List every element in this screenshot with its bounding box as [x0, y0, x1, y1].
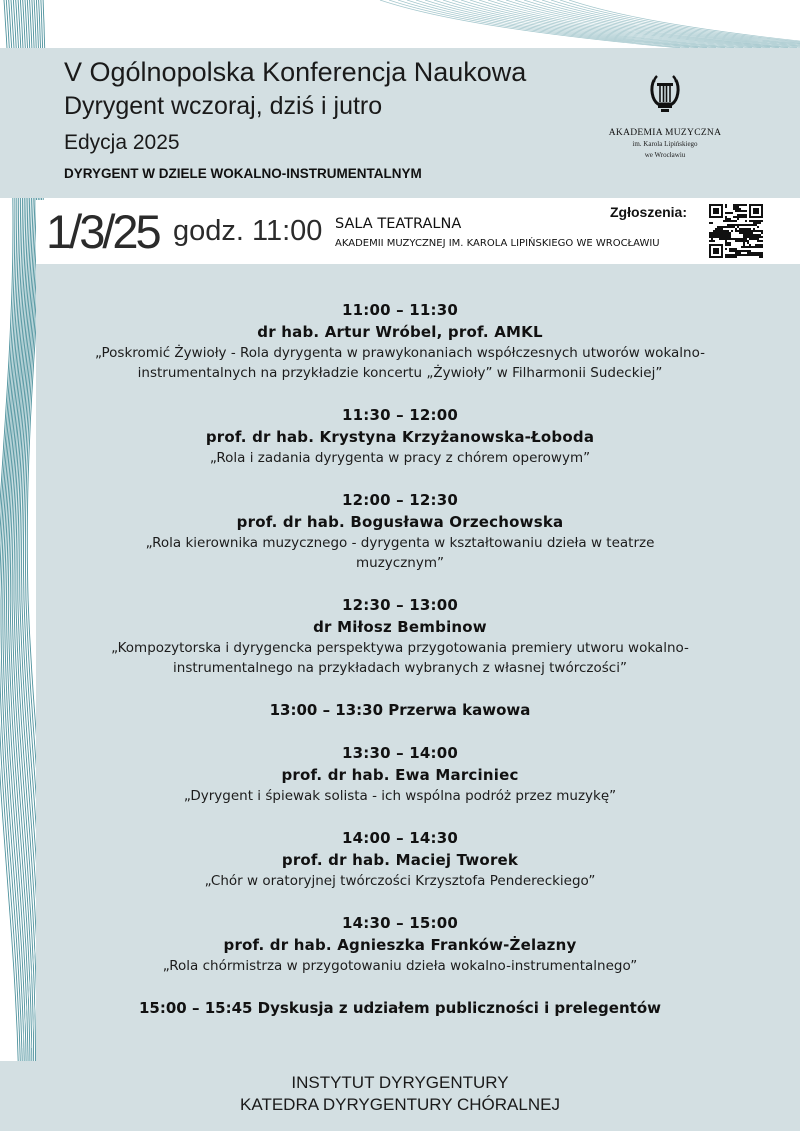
program-slot-discussion	[36, 997, 764, 1019]
program-slot	[36, 827, 764, 891]
venue-hall: SALA TEATRALNA	[335, 216, 462, 232]
discussion: 15:00 – 15:45 Dyskusja z udziałem publiczności i prelegentów	[139, 999, 661, 1017]
slot-talk-title: „Kompozytorska i dyrygencka perspektywa przygotowania premiery utworu wokalno-instrumentalnego na przykładach wybranych z własnej twórczości”	[111, 640, 689, 676]
footer-institute: INSTYTUT DYRYGENTURY	[291, 1073, 509, 1092]
program-slot-break	[36, 699, 764, 721]
academy-logo	[606, 74, 724, 160]
event-time: godz. 11:00	[173, 215, 323, 247]
slot-speaker: prof. dr hab. Ewa Marciniec	[281, 766, 519, 784]
slot-time: 13:30 – 14:00	[341, 744, 459, 762]
edition-label: Edycja 2025	[64, 131, 180, 154]
slot-talk-title: „Rola chórmistrza w przygotowaniu dzieła wokalno-instrumentalnego”	[162, 958, 638, 974]
qr-code-icon[interactable]	[709, 204, 763, 258]
slot-talk-title: „Dyrygent i śpiewak solista - ich wspólna podróż przez muzykę”	[183, 788, 617, 804]
academy-sub-line-2: we Wrocławiu	[644, 151, 686, 159]
program-schedule	[36, 299, 764, 1040]
slot-speaker: prof. dr hab. Krystyna Krzyżanowska-Łoboda	[205, 428, 595, 446]
slot-talk-title: „Rola kierownika muzycznego - dyrygenta w kształtowaniu dzieła w teatrze muzycznym”	[145, 535, 655, 571]
slot-speaker: prof. dr hab. Agnieszka Franków-Żelazny	[223, 936, 577, 954]
conference-subtitle: Dyrygent wczoraj, dziś i jutro	[64, 92, 383, 120]
slot-time: 11:00 – 11:30	[341, 301, 459, 319]
academy-sub-line-1: im. Karola Lipińskiego	[632, 140, 698, 148]
slot-speaker: prof. dr hab. Bogusława Orzechowska	[236, 513, 564, 531]
venue-academy: AKADEMII MUZYCZNEJ IM. KAROLA LIPIŃSKIEGO WE WROCŁAWIU	[335, 238, 660, 249]
event-date: 1/3/25	[46, 205, 159, 258]
program-slot	[36, 594, 764, 678]
slot-talk-title: „Poskromić Żywioły - Rola dyrygenta w prawykonaniach współczesnych utworów wokalno-instrumentalnych na przykładzie koncertu „Żywioły” w Filharmonii Sudeckiej”	[95, 345, 705, 381]
slot-time: 12:30 – 13:00	[341, 596, 459, 614]
program-slot	[36, 404, 764, 468]
slot-time: 14:30 – 15:00	[341, 914, 459, 932]
program-slot	[36, 299, 764, 383]
slot-time: 12:00 – 12:30	[341, 491, 459, 509]
conference-title: V Ogólnopolska Konferencja Naukowa	[64, 57, 527, 87]
program-slot	[36, 489, 764, 573]
registration-label: Zgłoszenia:	[610, 204, 688, 220]
slot-talk-title: „Chór w oratoryjnej twórczości Krzysztofa Pendereckiego”	[204, 873, 596, 889]
slot-time: 14:00 – 14:30	[341, 829, 459, 847]
coffee-break: 13:00 – 13:30 Przerwa kawowa	[269, 701, 531, 719]
slot-speaker: dr Miłosz Bembinow	[313, 618, 487, 636]
program-slot	[36, 742, 764, 806]
slot-speaker: prof. dr hab. Maciej Tworek	[281, 851, 519, 869]
footer-department: KATEDRA DYRYGENTURY CHÓRALNEJ	[240, 1095, 560, 1114]
program-slot	[36, 912, 764, 976]
slot-time: 11:30 – 12:00	[341, 406, 459, 424]
slot-speaker: dr hab. Artur Wróbel, prof. AMKL	[257, 323, 543, 341]
lyre-icon	[648, 74, 682, 114]
academy-name: AKADEMIA MUZYCZNA	[608, 128, 722, 138]
conference-theme: DYRYGENT W DZIELE WOKALNO-INSTRUMENTALNYM	[64, 166, 422, 181]
footer	[0, 1061, 800, 1131]
slot-talk-title: „Rola i zadania dyrygenta w pracy z chórem operowym”	[209, 450, 591, 466]
